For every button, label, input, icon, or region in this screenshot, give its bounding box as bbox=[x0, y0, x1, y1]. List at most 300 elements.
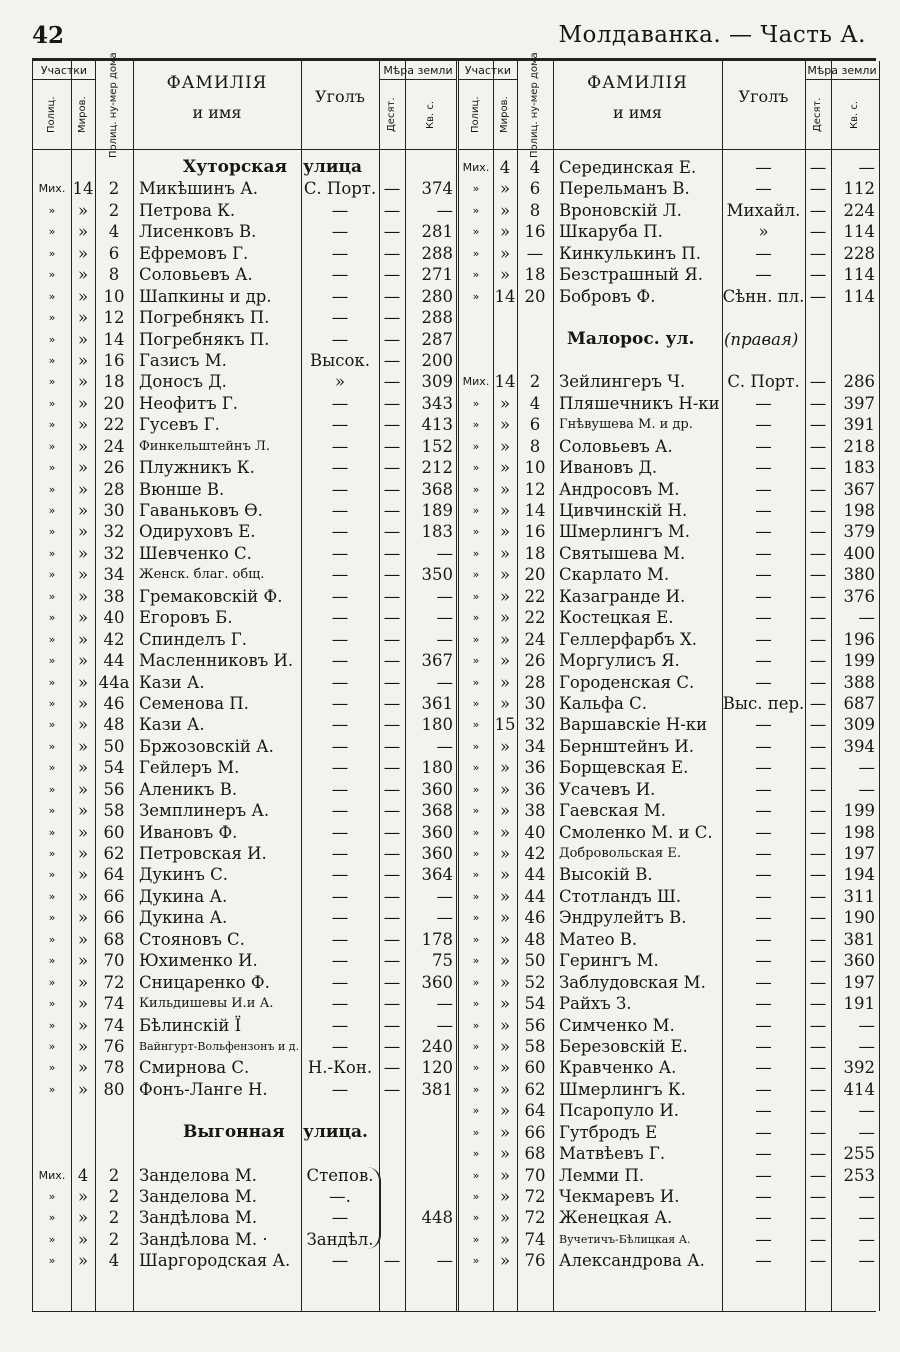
land-desyatiny: — bbox=[809, 1079, 827, 1099]
owner-name: Дукина А. bbox=[139, 886, 228, 906]
magistrate-district: » bbox=[77, 929, 89, 949]
owner-name: Бржозовскій А. bbox=[139, 736, 274, 756]
owner-name: Масленниковъ И. bbox=[139, 651, 294, 671]
owner-name: Лемми П. bbox=[559, 1165, 645, 1185]
owner-name: Занделова М. bbox=[139, 1165, 257, 1185]
police-district: » bbox=[48, 1082, 56, 1096]
magistrate-district: » bbox=[77, 1058, 89, 1078]
house-number: 2 bbox=[108, 1187, 120, 1206]
corner-street: — bbox=[331, 672, 349, 692]
corner-street: — bbox=[755, 736, 772, 756]
corner-street: — bbox=[331, 844, 349, 863]
owner-name: Семенова П. bbox=[139, 693, 249, 713]
table-row bbox=[459, 843, 879, 864]
police-district: » bbox=[472, 203, 480, 217]
corner-street: — bbox=[331, 951, 349, 971]
corner-street: — bbox=[331, 308, 349, 328]
house-number: 72 bbox=[524, 1187, 546, 1206]
magistrate-district: » bbox=[77, 243, 89, 263]
police-district: » bbox=[472, 1254, 480, 1268]
land-desyatiny: — bbox=[383, 929, 401, 949]
land-sq-sazhen: — bbox=[436, 672, 453, 692]
owner-name: Кальфа С. bbox=[559, 693, 647, 713]
land-sq-sazhen: 361 bbox=[421, 693, 453, 713]
magistrate-district: » bbox=[77, 393, 89, 413]
corner-street: — bbox=[755, 1229, 772, 1249]
corner-street: — bbox=[755, 908, 772, 928]
owner-name: Петрова К. bbox=[139, 200, 236, 220]
land-sq-sazhen: 400 bbox=[843, 543, 875, 563]
land-desyatiny: — bbox=[809, 994, 827, 1014]
corner-street: — bbox=[755, 179, 772, 199]
table-row bbox=[33, 1079, 457, 1100]
header-corner: Уголъ bbox=[315, 87, 365, 106]
house-number: 68 bbox=[103, 929, 125, 949]
police-district: » bbox=[48, 589, 56, 603]
magistrate-district: » bbox=[77, 200, 89, 220]
owner-name: Городенская С. bbox=[559, 672, 695, 692]
table-row bbox=[459, 993, 879, 1014]
land-sq-sazhen: — bbox=[858, 1208, 875, 1228]
land-sq-sazhen: — bbox=[436, 608, 453, 628]
table-row bbox=[33, 329, 457, 350]
house-number: 80 bbox=[103, 1079, 125, 1099]
table-row bbox=[33, 1165, 457, 1186]
house-number: 10 bbox=[524, 458, 546, 478]
table-row bbox=[459, 650, 879, 671]
table-row bbox=[33, 543, 457, 564]
land-sq-sazhen: 413 bbox=[421, 415, 453, 435]
magistrate-district: » bbox=[499, 908, 511, 928]
magistrate-district: » bbox=[499, 994, 511, 1014]
house-number: 16 bbox=[524, 522, 546, 542]
table-row bbox=[459, 1100, 879, 1121]
corner-street: — bbox=[755, 758, 772, 778]
police-district: » bbox=[48, 1018, 56, 1032]
magistrate-district: 15 bbox=[494, 715, 516, 735]
magistrate-district: » bbox=[77, 994, 89, 1014]
magistrate-district: » bbox=[77, 822, 89, 842]
table-row bbox=[33, 521, 457, 542]
house-number: 36 bbox=[524, 779, 546, 799]
table-row bbox=[33, 1250, 457, 1271]
house-number: 34 bbox=[103, 565, 125, 585]
land-sq-sazhen: 367 bbox=[421, 651, 453, 671]
owner-name: Неофитъ Г. bbox=[139, 393, 239, 413]
magistrate-district: » bbox=[499, 865, 511, 885]
land-sq-sazhen: — bbox=[436, 543, 453, 563]
house-number: 12 bbox=[524, 479, 546, 499]
corner-street: — bbox=[755, 436, 772, 456]
corner-street: — bbox=[331, 1036, 349, 1056]
house-number: 56 bbox=[524, 1015, 546, 1035]
owner-name: Перельманъ В. bbox=[559, 179, 690, 199]
land-sq-sazhen: 376 bbox=[843, 586, 875, 606]
police-district: » bbox=[472, 932, 480, 946]
owner-name: Соловьевъ А. bbox=[559, 436, 673, 456]
magistrate-district: » bbox=[499, 1058, 511, 1078]
owner-name: Ефремовъ Г. bbox=[139, 243, 249, 263]
owner-name: Гусевъ Г. bbox=[139, 415, 220, 435]
section-title-suffix: (правая) bbox=[724, 329, 799, 349]
corner-street: — bbox=[755, 629, 772, 649]
corner-street: — bbox=[755, 1101, 772, 1121]
corner-street: — bbox=[331, 779, 349, 799]
land-sq-sazhen: 218 bbox=[843, 436, 875, 456]
corner-street: — bbox=[755, 565, 772, 585]
table-row bbox=[459, 500, 879, 521]
table-row bbox=[33, 479, 457, 500]
table-row bbox=[33, 371, 457, 392]
land-desyatiny: — bbox=[383, 565, 401, 585]
land-desyatiny: — bbox=[383, 1079, 401, 1099]
table-row bbox=[33, 264, 457, 285]
left-column-block bbox=[32, 52, 457, 1311]
table-row bbox=[33, 243, 457, 264]
owner-name: Вучетичъ-Бѣлицкая А. bbox=[559, 1232, 691, 1246]
table-row bbox=[459, 1186, 879, 1207]
corner-street: — bbox=[331, 522, 349, 542]
magistrate-district: » bbox=[77, 651, 89, 671]
house-number: 28 bbox=[524, 672, 546, 692]
house-number: 18 bbox=[524, 265, 546, 285]
land-sq-sazhen: 374 bbox=[421, 179, 453, 199]
police-district: » bbox=[48, 311, 56, 325]
land-desyatiny: — bbox=[383, 522, 401, 542]
house-number: 44а bbox=[98, 672, 130, 692]
house-number: 22 bbox=[103, 415, 125, 435]
table-row bbox=[459, 457, 879, 478]
page-header bbox=[28, 22, 870, 54]
corner-street: — bbox=[331, 415, 349, 435]
owner-name: Гремаковскій Ф. bbox=[139, 586, 283, 606]
police-district: » bbox=[472, 1232, 480, 1246]
house-number: 50 bbox=[103, 736, 125, 756]
land-desyatiny: — bbox=[809, 222, 827, 242]
land-desyatiny: — bbox=[383, 994, 401, 1014]
corner-street: — bbox=[331, 543, 349, 563]
land-desyatiny: — bbox=[383, 844, 401, 863]
table-row bbox=[459, 479, 879, 500]
land-sq-sazhen: 199 bbox=[843, 801, 875, 821]
land-sq-sazhen: 180 bbox=[421, 758, 453, 778]
land-desyatiny: — bbox=[383, 458, 401, 478]
house-number: 10 bbox=[103, 286, 125, 306]
house-number: 6 bbox=[529, 179, 541, 199]
land-sq-sazhen: 360 bbox=[421, 844, 453, 863]
owner-name: Микѣшинъ А. bbox=[139, 179, 258, 199]
table-row bbox=[33, 779, 457, 800]
land-desyatiny: — bbox=[383, 822, 401, 842]
land-sq-sazhen: — bbox=[436, 200, 453, 220]
house-number: 30 bbox=[103, 501, 125, 520]
header-uchastki: Участки bbox=[40, 64, 88, 77]
corner-street: — bbox=[331, 822, 349, 842]
table-row bbox=[33, 1143, 457, 1164]
magistrate-district: » bbox=[77, 265, 89, 285]
table-row bbox=[459, 1122, 879, 1143]
land-desyatiny: — bbox=[383, 693, 401, 713]
land-sq-sazhen: 388 bbox=[843, 672, 875, 692]
table-row bbox=[459, 972, 879, 993]
magistrate-district: » bbox=[499, 565, 511, 585]
table-row bbox=[33, 714, 457, 735]
table-row bbox=[33, 650, 457, 671]
land-desyatiny: — bbox=[809, 736, 827, 756]
owner-name: Костецкая Е. bbox=[559, 608, 674, 628]
land-desyatiny: — bbox=[809, 629, 827, 649]
owner-name: Варшавскіе Н-ки bbox=[559, 715, 708, 735]
corner-street: — bbox=[755, 586, 772, 606]
land-sq-sazhen: 197 bbox=[843, 972, 875, 992]
table-row bbox=[459, 1229, 879, 1250]
table-row bbox=[33, 886, 457, 907]
house-number: 54 bbox=[524, 994, 546, 1014]
land-desyatiny: — bbox=[809, 693, 827, 713]
table-row bbox=[459, 371, 879, 392]
house-number: 68 bbox=[524, 1144, 546, 1164]
land-sq-sazhen: 288 bbox=[421, 308, 453, 328]
corner-street: — bbox=[755, 844, 772, 863]
section-title-suffix: улица. bbox=[303, 1121, 368, 1142]
police-district: » bbox=[472, 246, 480, 260]
police-district: » bbox=[48, 289, 56, 303]
police-district: » bbox=[472, 225, 480, 239]
magistrate-district: 14 bbox=[72, 179, 94, 199]
table-row bbox=[459, 822, 879, 843]
owner-name: Симченко М. bbox=[559, 1015, 675, 1035]
police-district: » bbox=[472, 825, 480, 839]
magistrate-district: » bbox=[499, 651, 511, 671]
table-row bbox=[33, 286, 457, 307]
magistrate-district: » bbox=[77, 608, 89, 628]
corner-street: — bbox=[331, 1079, 349, 1099]
magistrate-district: » bbox=[77, 951, 89, 971]
land-desyatiny: — bbox=[809, 929, 827, 949]
header-kv: Кв. с. bbox=[425, 100, 436, 130]
land-sq-sazhen: — bbox=[436, 736, 453, 756]
land-sq-sazhen: 183 bbox=[843, 458, 875, 478]
magistrate-district: » bbox=[499, 1079, 511, 1099]
owner-name: Святышева М. bbox=[559, 543, 686, 563]
owner-name: Зейлингеръ Ч. bbox=[559, 372, 686, 392]
land-desyatiny: — bbox=[383, 736, 401, 756]
owner-name: Гнѣвушева М. и др. bbox=[559, 417, 693, 433]
magistrate-district: » bbox=[499, 822, 511, 842]
corner-street: — bbox=[331, 458, 349, 478]
table-row bbox=[459, 264, 879, 285]
house-number: 62 bbox=[524, 1079, 546, 1099]
land-sq-sazhen: 397 bbox=[843, 393, 875, 413]
land-desyatiny: — bbox=[383, 1015, 401, 1035]
land-desyatiny: — bbox=[383, 801, 401, 821]
land-sq-sazhen: — bbox=[858, 1015, 875, 1035]
land-desyatiny: — bbox=[809, 1015, 827, 1035]
police-district: » bbox=[472, 568, 480, 582]
police-district: » bbox=[48, 718, 56, 732]
land-desyatiny: — bbox=[809, 1036, 827, 1056]
owner-name: Безстрашный Я. bbox=[559, 265, 703, 285]
magistrate-district: » bbox=[77, 736, 89, 756]
police-district: » bbox=[472, 632, 480, 646]
owner-name: Шаргородская А. bbox=[139, 1251, 291, 1271]
land-desyatiny: — bbox=[383, 479, 401, 499]
section-title-suffix: улица bbox=[303, 157, 363, 177]
police-district: » bbox=[48, 1039, 56, 1053]
police-district: » bbox=[48, 932, 56, 946]
magistrate-district: » bbox=[499, 1144, 511, 1164]
owner-name: Матео В. bbox=[559, 929, 638, 949]
magistrate-district: » bbox=[77, 350, 89, 370]
header-kv: Кв. с. bbox=[849, 100, 860, 130]
land-desyatiny: — bbox=[383, 329, 401, 349]
police-district: » bbox=[472, 268, 480, 282]
corner-street: Зандѣл. bbox=[306, 1229, 374, 1249]
corner-street: — bbox=[755, 265, 772, 285]
land-sq-sazhen: 228 bbox=[843, 243, 875, 263]
corner-street: — bbox=[755, 672, 772, 692]
owner-name: Кази А. bbox=[139, 715, 205, 735]
land-desyatiny: — bbox=[383, 372, 401, 392]
magistrate-district: » bbox=[499, 672, 511, 692]
corner-street: — bbox=[331, 436, 349, 456]
owner-name: Одируховъ Е. bbox=[139, 522, 256, 542]
table-row bbox=[459, 779, 879, 800]
owner-name: Гаевская М. bbox=[559, 801, 667, 821]
table-row bbox=[459, 800, 879, 821]
table-row bbox=[33, 1036, 457, 1057]
table-row bbox=[459, 736, 879, 757]
house-number: 30 bbox=[524, 693, 546, 713]
header-land: Мѣра земли bbox=[807, 64, 877, 77]
land-desyatiny: — bbox=[383, 865, 401, 885]
police-district: » bbox=[48, 246, 56, 260]
police-district: » bbox=[48, 568, 56, 582]
house-number: 32 bbox=[103, 543, 125, 563]
corner-street: — bbox=[755, 1251, 772, 1271]
owner-name: Псаропуло И. bbox=[559, 1101, 679, 1121]
corner-street: — bbox=[331, 265, 349, 285]
magistrate-district: » bbox=[77, 972, 89, 992]
corner-street: — bbox=[331, 886, 349, 906]
corner-street: Выс. пер. bbox=[722, 693, 805, 713]
police-district: » bbox=[472, 997, 480, 1011]
corner-street: — bbox=[331, 1015, 349, 1035]
house-number: 24 bbox=[524, 629, 546, 649]
magistrate-district: » bbox=[499, 458, 511, 478]
magistrate-district: » bbox=[499, 1187, 511, 1206]
section-title: Малорос. ул. bbox=[567, 328, 695, 349]
owner-name: Петровская И. bbox=[139, 844, 267, 863]
house-number: 66 bbox=[103, 908, 125, 928]
land-desyatiny: — bbox=[383, 436, 401, 456]
corner-street: — bbox=[755, 158, 772, 177]
police-district: » bbox=[48, 439, 56, 453]
magistrate-district: » bbox=[77, 844, 89, 863]
table-row bbox=[459, 243, 879, 264]
house-number: 38 bbox=[103, 586, 125, 606]
header-desyat: Десят. bbox=[386, 97, 397, 133]
owner-name: Сницаренко Ф. bbox=[139, 972, 270, 992]
magistrate-district: » bbox=[77, 1187, 89, 1206]
table-row bbox=[459, 307, 879, 328]
table-row bbox=[33, 157, 457, 178]
magistrate-district: » bbox=[499, 415, 511, 435]
police-district: » bbox=[472, 1104, 480, 1118]
land-sq-sazhen: — bbox=[858, 1187, 875, 1206]
table-row bbox=[459, 178, 879, 199]
table-row bbox=[459, 586, 879, 607]
owner-name: Геллерфарбъ Х. bbox=[559, 629, 697, 649]
house-number: 64 bbox=[524, 1101, 546, 1121]
table-row bbox=[459, 414, 879, 435]
corner-street: — bbox=[755, 1165, 772, 1185]
directory-table bbox=[32, 52, 877, 1312]
corner-street: — bbox=[331, 651, 349, 671]
magistrate-district: 4 bbox=[77, 1165, 89, 1185]
land-desyatiny: — bbox=[809, 436, 827, 456]
land-desyatiny: — bbox=[809, 1251, 827, 1271]
police-district: » bbox=[472, 654, 480, 668]
police-district: » bbox=[48, 1061, 56, 1075]
land-sq-sazhen: 114 bbox=[843, 265, 875, 285]
land-sq-sazhen: 183 bbox=[421, 522, 453, 542]
magistrate-district: » bbox=[77, 308, 89, 328]
table-row bbox=[33, 457, 457, 478]
table-row bbox=[33, 1015, 457, 1036]
header-subrule bbox=[459, 79, 517, 80]
table-row bbox=[33, 500, 457, 521]
house-number: 40 bbox=[103, 608, 125, 628]
land-sq-sazhen: 414 bbox=[843, 1079, 875, 1099]
magistrate-district: » bbox=[77, 222, 89, 242]
magistrate-district: » bbox=[499, 1229, 511, 1249]
police-district: Мих. bbox=[38, 1168, 66, 1182]
land-sq-sazhen: — bbox=[858, 1229, 875, 1249]
police-district: » bbox=[472, 1082, 480, 1096]
land-desyatiny: — bbox=[383, 629, 401, 649]
owner-name: Серединская Е. bbox=[559, 158, 697, 177]
land-desyatiny: — bbox=[809, 672, 827, 692]
magistrate-district: » bbox=[499, 801, 511, 821]
magistrate-district: » bbox=[77, 1251, 89, 1271]
magistrate-district: 14 bbox=[494, 286, 516, 306]
entry-list bbox=[33, 157, 457, 1272]
house-number: 4 bbox=[529, 158, 541, 177]
house-number: 2 bbox=[529, 372, 541, 392]
magistrate-district: » bbox=[499, 479, 511, 499]
police-district: » bbox=[48, 632, 56, 646]
corner-street: — bbox=[755, 651, 772, 671]
corner-street: — bbox=[331, 329, 349, 349]
corner-street: — bbox=[755, 972, 772, 992]
land-sq-sazhen: 368 bbox=[421, 801, 453, 821]
corner-street: — bbox=[331, 608, 349, 628]
owner-name: Погребнякъ П. bbox=[139, 308, 270, 328]
corner-street: — bbox=[755, 1015, 772, 1035]
magistrate-district: » bbox=[499, 222, 511, 242]
land-sq-sazhen: 392 bbox=[843, 1058, 875, 1078]
police-district: » bbox=[472, 1190, 480, 1203]
house-number: 50 bbox=[524, 951, 546, 971]
land-desyatiny: — bbox=[809, 1122, 827, 1142]
house-number: 64 bbox=[103, 865, 125, 885]
house-number: 8 bbox=[529, 200, 541, 220]
house-number: 32 bbox=[524, 715, 546, 735]
corner-street: — bbox=[755, 865, 772, 885]
corner-street: Сѣнн. пл. bbox=[722, 286, 805, 306]
land-desyatiny: — bbox=[383, 501, 401, 520]
